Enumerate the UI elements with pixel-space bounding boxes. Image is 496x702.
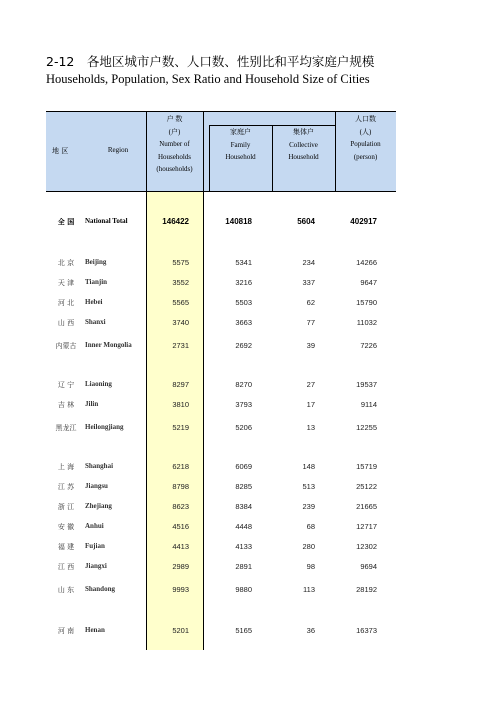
households-cell: 9993 <box>172 585 189 594</box>
header-population <box>335 113 396 163</box>
header-collective <box>272 126 335 164</box>
region-en-cell: Anhui <box>85 522 104 530</box>
region-cn-cell: 安 徽 <box>57 523 75 531</box>
households-cell: 4516 <box>172 522 189 531</box>
households-cell: 5201 <box>172 626 189 635</box>
region-cn-cell: 山 东 <box>57 586 75 594</box>
region-cn-cell: 河 南 <box>57 627 75 635</box>
collective-household-cell: 239 <box>302 502 315 511</box>
table-row <box>46 278 396 290</box>
region-en-cell: Jilin <box>85 400 99 408</box>
region-cn-cell: 全 国 <box>57 218 75 226</box>
region-cn-cell: 辽 宁 <box>57 381 75 389</box>
header-households-line: 户 数 <box>166 115 183 123</box>
region-en-cell: Liaoning <box>85 380 112 388</box>
table-row <box>46 562 396 574</box>
population-cell: 16373 <box>356 626 377 635</box>
region-cn-cell: 黑龙江 <box>55 424 77 432</box>
family-household-cell: 4133 <box>235 542 252 551</box>
family-household-cell: 5206 <box>235 423 252 432</box>
family-household-cell: 5503 <box>235 298 252 307</box>
family-household-cell: 2692 <box>235 341 252 350</box>
region-en-cell: Shanghai <box>85 462 114 470</box>
header-family <box>209 126 272 164</box>
households-cell: 8297 <box>172 380 189 389</box>
region-en-cell: Beijing <box>85 258 107 266</box>
table-row <box>46 400 396 412</box>
population-cell: 15719 <box>356 462 377 471</box>
households-cell: 4413 <box>172 542 189 551</box>
population-cell: 9647 <box>360 278 377 287</box>
collective-household-cell: 62 <box>306 298 315 307</box>
households-cell: 2731 <box>172 341 189 350</box>
header-family-line: Household <box>225 153 256 161</box>
collective-household-cell: 98 <box>306 562 315 571</box>
collective-household-cell: 77 <box>306 318 315 327</box>
collective-household-cell: 337 <box>302 278 315 287</box>
family-household-cell: 3216 <box>235 278 252 287</box>
region-en-cell: Jiangsu <box>85 482 108 490</box>
region-cn-cell: 吉 林 <box>57 401 75 409</box>
family-household-cell: 5341 <box>235 258 252 267</box>
table-row <box>46 380 396 392</box>
header-population-line: (person) <box>353 152 378 161</box>
population-cell: 12717 <box>356 522 377 531</box>
collective-household-cell: 13 <box>306 423 315 432</box>
header-bottom-rule <box>46 191 396 192</box>
header-population-line: Population <box>350 140 381 148</box>
region-en-cell: Henan <box>85 626 105 634</box>
region-cn-cell: 天 津 <box>57 279 75 287</box>
region-cn-cell: 江 西 <box>57 563 75 571</box>
collective-household-cell: 39 <box>306 341 315 350</box>
collective-household-cell: 280 <box>302 542 315 551</box>
region-cn-cell: 江 苏 <box>57 483 75 491</box>
region-en-cell: Shandong <box>85 585 115 593</box>
collective-household-cell: 27 <box>306 380 315 389</box>
region-cn-cell: 山 西 <box>57 319 75 327</box>
header-family-line: Family <box>230 140 251 149</box>
header-collective-line: Household <box>288 153 319 161</box>
table-row <box>46 318 396 330</box>
households-cell: 146422 <box>162 217 189 226</box>
header-population-line: (人) <box>359 127 372 136</box>
collective-household-cell: 17 <box>306 400 315 409</box>
header-households-line: Households <box>157 152 192 161</box>
households-cell: 8798 <box>172 482 189 491</box>
table-row <box>46 423 396 435</box>
population-cell: 9114 <box>360 400 377 409</box>
header-collective-line: 集体户 <box>293 128 314 136</box>
header-region-cn: 地 区 <box>52 147 69 155</box>
households-cell: 5565 <box>172 298 189 307</box>
region-cn-cell: 北 京 <box>57 259 75 267</box>
family-household-cell: 4448 <box>235 522 252 531</box>
region-cn-cell: 河 北 <box>57 299 75 307</box>
region-en-cell: Jiangxi <box>85 562 107 570</box>
collective-household-cell: 234 <box>302 258 315 267</box>
family-household-cell: 6069 <box>235 462 252 471</box>
table-row <box>46 341 396 353</box>
households-cell: 3810 <box>172 400 189 409</box>
population-cell: 7226 <box>360 341 377 350</box>
header-family-line: 家庭户 <box>230 128 251 136</box>
population-cell: 19537 <box>356 380 377 389</box>
header-region-en: Region <box>107 146 129 154</box>
region-en-cell: Zhejiang <box>85 502 112 510</box>
table-row <box>46 626 396 638</box>
header-population-line: 人口数 <box>355 115 376 123</box>
population-cell: 28192 <box>356 585 377 594</box>
family-household-cell: 3663 <box>235 318 252 327</box>
region-cn-cell: 内蒙古 <box>55 342 77 350</box>
collective-household-cell: 513 <box>302 482 315 491</box>
population-cell: 402917 <box>350 217 377 226</box>
table-top-rule <box>46 111 396 112</box>
region-en-cell: Shanxi <box>85 318 106 326</box>
region-en-cell: National Total <box>85 217 128 225</box>
table-row <box>46 502 396 514</box>
header-households-line: Number of <box>159 140 190 148</box>
family-household-cell: 8384 <box>235 502 252 511</box>
collective-household-cell: 148 <box>302 462 315 471</box>
households-cell: 5575 <box>172 258 189 267</box>
family-household-cell: 9880 <box>235 585 252 594</box>
households-cell: 2989 <box>172 562 189 571</box>
population-cell: 12255 <box>356 423 377 432</box>
header-households-line: (households) <box>156 165 193 173</box>
header-households-line: (户) <box>168 127 181 136</box>
collective-household-cell: 68 <box>306 522 315 531</box>
family-household-cell: 5165 <box>235 626 252 635</box>
population-cell: 11032 <box>356 318 377 327</box>
households-cell: 3552 <box>172 278 189 287</box>
region-en-cell: Fujian <box>85 542 105 550</box>
table-row <box>46 298 396 310</box>
table-row <box>46 522 396 534</box>
population-cell: 9694 <box>360 562 377 571</box>
population-cell: 25122 <box>356 482 377 491</box>
collective-household-cell: 5604 <box>297 217 315 226</box>
population-cell: 15790 <box>356 298 377 307</box>
population-cell: 12302 <box>356 542 377 551</box>
region-en-cell: Hebei <box>85 298 103 306</box>
households-cell: 8623 <box>172 502 189 511</box>
table-row-total <box>46 217 396 229</box>
collective-household-cell: 36 <box>306 626 315 635</box>
family-household-cell: 2891 <box>235 562 252 571</box>
family-household-cell: 140818 <box>225 217 252 226</box>
table-row <box>46 542 396 554</box>
population-cell: 21665 <box>356 502 377 511</box>
households-cell: 5219 <box>172 423 189 432</box>
region-en-cell: Heilongjiang <box>85 423 124 431</box>
page-title-english: Households, Population, Sex Ratio and Household Size of Cities <box>46 72 370 86</box>
table-row <box>46 585 396 597</box>
table-row <box>46 258 396 270</box>
region-cn-cell: 上 海 <box>57 463 75 471</box>
collective-household-cell: 113 <box>303 585 315 594</box>
households-cell: 3740 <box>172 318 189 327</box>
region-cn-cell: 福 建 <box>57 543 75 551</box>
family-household-cell: 3793 <box>235 400 252 409</box>
table-row <box>46 462 396 474</box>
region-en-cell: Tianjin <box>85 278 108 286</box>
header-households <box>146 113 203 176</box>
family-household-cell: 8285 <box>235 482 252 491</box>
page-title-chinese: 2-12 各地区城市户数、人口数、性别比和平均家庭户规模 <box>46 54 375 69</box>
region-cn-cell: 浙 江 <box>57 503 75 511</box>
region-en-cell: Inner Mongolia <box>85 341 132 349</box>
header-collective-line: Collective <box>289 140 318 149</box>
population-cell: 14266 <box>356 258 377 267</box>
family-household-cell: 8270 <box>235 380 252 389</box>
table-row <box>46 482 396 494</box>
households-cell: 6218 <box>172 462 189 471</box>
